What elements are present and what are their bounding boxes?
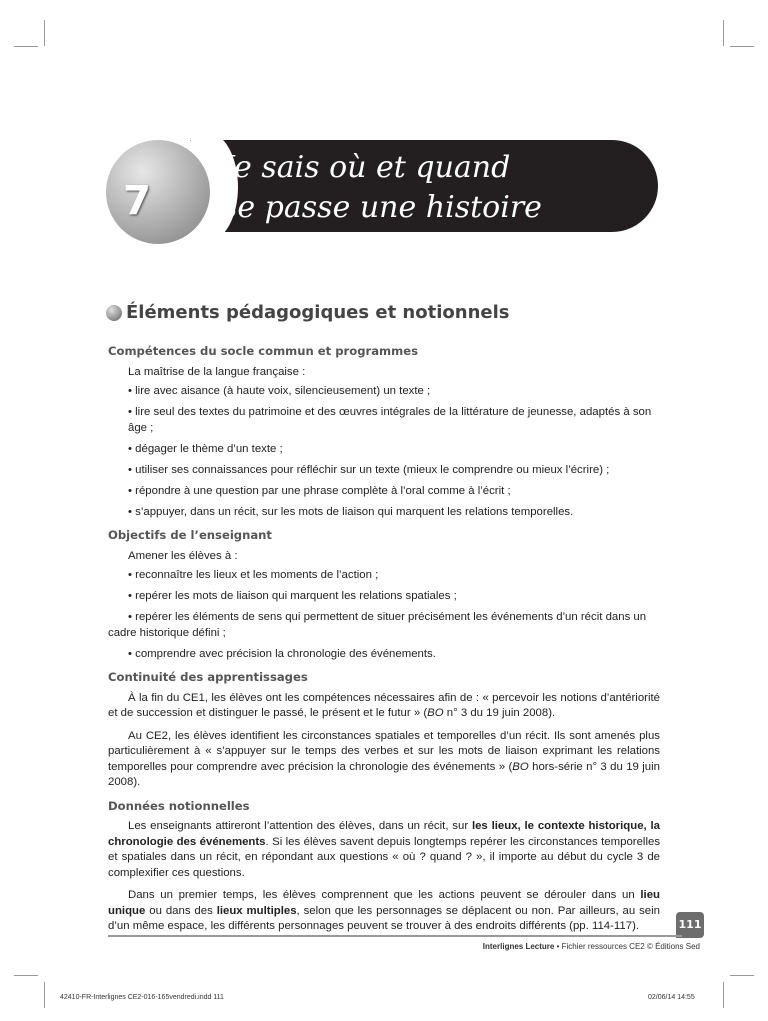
section-header [106,302,509,323]
text-run: . Si les élèves savent depuis longtemps repérer les circonstances temporelles et spatiales dans un récit, en répondant aux questions « où ? quand ? », il importe au début du cycle 3 de complexifier ces questions. [108,835,661,879]
donnees-paragraph-2 [108,888,660,935]
donnees-paragraph-1 [108,819,660,881]
chapter-title-line2: se passe une histoire [222,190,542,225]
competences-intro: La maîtrise de la langue française : [128,365,306,378]
footer-credit [483,942,700,951]
crop-mark [44,20,45,46]
competences-heading: Compétences du socle commun et programmes [108,344,418,358]
main-content [108,344,660,942]
continuite-paragraph-2 [108,729,660,791]
text-run: Au CE2, les élèves identifient les circonstances spatiales et temporelles d’un récit. Ils sont amenés plus particulièrement à « s’appuyer sur le temps des verbes et sur les mots de liaison exprimant les relations temporelles pour comprendre avec précision la chronologie des événements » ( [108,729,660,773]
emphasis: lieu unique [108,889,660,917]
objectifs-intro: Amener les élèves à : [128,549,238,562]
footer-rule [108,935,682,937]
emphasis: les lieux, le contexte historique, la chronologie des événements [108,820,660,848]
text-run: , selon que les personnages se déplacent ou non. Par ailleurs, au sein d’un même espace, les différents personnages peuvent se trouver à des endroits différents (pp. 114-117). [108,904,660,932]
text-run: ou dans des [145,904,217,917]
chapter-title [222,148,542,228]
list-item: • repérer les mots de liaison qui marquent les relations spatiales ; [128,590,457,602]
crop-mark [723,982,724,1008]
emphasis: lieux multiples [216,904,297,917]
chapter-number: 7 [123,178,151,224]
text-run: À la fin du CE1, les élèves ont les compétences nécessaires afin de : « percevoir les notions d’antériorité et de succession et distinguer le passé, le présent et le futur » ( [108,691,660,719]
print-slug-file: 42410-FR-Interlignes CE2-016-165vendredi.indd 111 [60,994,224,1001]
bo-reference: BO [427,707,444,719]
page-number-tab: 111 [676,912,704,938]
list-item: • s’appuyer, dans un récit, sur les mots de liaison qui marquent les relations temporelles. [128,505,574,518]
footer-credit-text: • Fichier ressources CE2 © Éditions Sed [554,942,700,951]
list-item: • répondre à une question par une phrase complète à l’oral comme à l’écrit ; [128,484,511,497]
crop-mark [723,20,724,46]
list-item: • lire seul des textes du patrimoine et des œuvres intégrales de la littérature de jeunesse, adaptés à son âge ; [128,406,652,434]
list-item: • reconnaître les lieux et les moments de l’action ; [128,569,379,581]
bullet-ball-icon [106,305,122,321]
crop-mark [730,46,754,47]
text-run: Les enseignants attireront l’attention des élèves, dans un récit, sur [128,820,472,832]
objectifs-heading: Objectifs de l’enseignant [108,528,272,542]
continuite-heading: Continuité des apprentissages [108,670,308,684]
text-run: Dans un premier temps, les élèves comprennent que les actions peuvent se dérouler dans un [128,889,641,901]
section-title: Éléments pédagogiques et notionnels [126,302,510,323]
crop-mark [730,975,754,976]
list-item: • utiliser ses connaissances pour réfléchir sur un texte (mieux le comprendre ou mieux l’écrire) ; [128,463,610,476]
text-run: hors-série n° 3 du 19 juin 2008). [108,760,660,788]
chapter-title-line1: Je sais où et quand [222,150,511,185]
footer-brand: Interlignes Lecture [482,942,555,951]
crop-mark [14,46,38,47]
bo-reference: BO [512,760,529,773]
list-item: • dégager le thème d’un texte ; [128,442,283,455]
list-item: • repérer les éléments de sens qui permettent de situer précisément les événements d’un récit dans un cadre historique défini ; [108,611,647,639]
text-run: n° 3 du 19 juin 2008). [443,707,556,719]
continuite-paragraph-1 [108,691,660,722]
crop-mark [14,975,38,976]
crop-mark [44,982,45,1008]
print-slug-date: 02/06/14 14:55 [648,994,695,1001]
list-item: • comprendre avec précision la chronologie des événements. [128,647,436,660]
list-item: • lire avec aisance (à haute voix, silencieusement) un texte ; [128,385,431,397]
donnees-heading: Données notionnelles [108,798,250,813]
